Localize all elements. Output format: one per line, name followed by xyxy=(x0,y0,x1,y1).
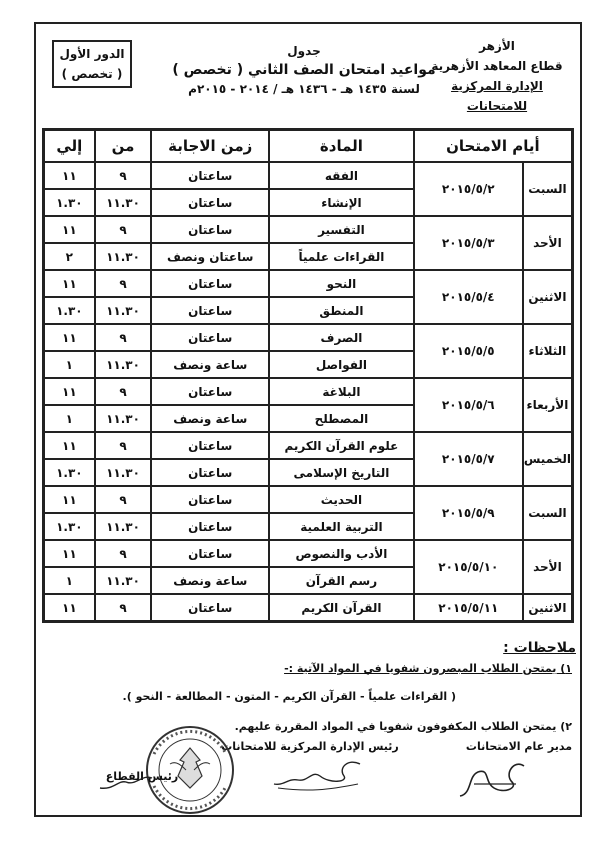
note-1: ١) يمتحن الطلاب المبصرون شفويا في المواد الآتية :- xyxy=(284,662,572,675)
exam-subject: القراءات علمياً xyxy=(269,243,414,270)
note-2: ٢) يمتحن الطلاب المكفوفون شفويا في المواد المقررة عليهم. xyxy=(234,720,572,733)
notes-title: ملاحظات : xyxy=(503,640,576,656)
document-frame xyxy=(34,22,582,817)
doc-title: جدول xyxy=(287,44,321,58)
exam-end-time: ١١ xyxy=(44,540,95,567)
exam-date: ٢٠١٥/٥/٢ xyxy=(414,162,523,216)
table-header-row xyxy=(44,130,572,162)
exam-day: الأحد xyxy=(523,540,572,594)
exam-start-time: ٩ xyxy=(95,594,152,621)
exam-date: ٢٠١٥/٥/١٠ xyxy=(414,540,523,594)
exam-end-time: ١ xyxy=(44,405,95,432)
exam-end-time: ١.٣٠ xyxy=(44,513,95,540)
gm-handwritten-signature xyxy=(454,754,534,804)
table-body xyxy=(44,162,572,621)
sector-head-title: رئيس القطاع xyxy=(105,770,179,783)
exam-duration: ساعتان xyxy=(151,216,269,243)
exam-subject: الفقه xyxy=(269,162,414,189)
exam-day: الاثنين xyxy=(523,594,572,621)
exam-duration: ساعتان xyxy=(151,270,269,297)
exam-subject: المصطلح xyxy=(269,405,414,432)
exam-day: الاثنين xyxy=(523,270,572,324)
exam-start-time: ١١.٣٠ xyxy=(95,459,152,486)
exam-subject: الصرف xyxy=(269,324,414,351)
exam-end-time: ١١ xyxy=(44,216,95,243)
doc-year: لسنة ١٤٣٥ هـ - ١٤٣٦ هـ / ٢٠١٤ - ٢٠١٥م xyxy=(188,82,420,96)
exam-end-time: ١١ xyxy=(44,162,95,189)
central-head-title: رئيس الإدارة المركزية للامتحانات xyxy=(221,740,399,753)
table-row xyxy=(44,216,572,243)
table-row xyxy=(44,324,572,351)
round-label: الدور الأول xyxy=(59,47,125,61)
exam-day: الخميس xyxy=(523,432,572,486)
exam-duration: ساعتان xyxy=(151,459,269,486)
exam-subject: النحو xyxy=(269,270,414,297)
signature-central-head xyxy=(210,740,410,753)
exam-date: ٢٠١٥/٥/٩ xyxy=(414,486,523,540)
department-name: الإدارة المركزية للامتحانات xyxy=(451,79,543,113)
exam-duration: ساعتان xyxy=(151,162,269,189)
exam-subject: الإنشاء xyxy=(269,189,414,216)
header-subject: المادة xyxy=(269,130,414,162)
exam-subject: الفواصل xyxy=(269,351,414,378)
exam-duration: ساعتان ونصف xyxy=(151,243,269,270)
exam-subject: الحديث xyxy=(269,486,414,513)
exam-subject: البلاغة xyxy=(269,378,414,405)
exam-start-time: ٩ xyxy=(95,540,152,567)
exam-date: ٢٠١٥/٥/٤ xyxy=(414,270,523,324)
exam-duration: ساعتان xyxy=(151,432,269,459)
table-row xyxy=(44,594,572,621)
exam-start-time: ١١.٣٠ xyxy=(95,243,152,270)
exam-start-time: ٩ xyxy=(95,324,152,351)
exam-duration: ساعتان xyxy=(151,486,269,513)
exam-day: السبت xyxy=(523,486,572,540)
exam-start-time: ٩ xyxy=(95,216,152,243)
exam-start-time: ١١.٣٠ xyxy=(95,405,152,432)
exam-duration: ساعتان xyxy=(151,189,269,216)
exam-date: ٢٠١٥/٥/٣ xyxy=(414,216,523,270)
signature-gm xyxy=(464,740,574,753)
header-duration: زمن الاجابة xyxy=(151,130,269,162)
header-to: إلي xyxy=(44,130,95,162)
exam-start-time: ٩ xyxy=(95,378,152,405)
exam-subject: علوم القرآن الكريم xyxy=(269,432,414,459)
exam-day: الأحد xyxy=(523,216,572,270)
exam-duration: ساعة ونصف xyxy=(151,567,269,594)
exam-subject: رسم القرآن xyxy=(269,567,414,594)
exam-end-time: ١١ xyxy=(44,486,95,513)
exam-end-time: ١ xyxy=(44,567,95,594)
exam-duration: ساعة ونصف xyxy=(151,405,269,432)
document-title-block xyxy=(154,42,454,99)
exam-date: ٢٠١٥/٥/٦ xyxy=(414,378,523,432)
exam-duration: ساعتان xyxy=(151,378,269,405)
exam-date: ٢٠١٥/٥/٥ xyxy=(414,324,523,378)
exam-day: الأربعاء xyxy=(523,378,572,432)
sector-name: قطاع المعاهد الأزهرية xyxy=(431,59,563,73)
header-days: أيام الامتحان xyxy=(414,130,572,162)
exam-start-time: ٩ xyxy=(95,432,152,459)
exam-date: ٢٠١٥/٥/٧ xyxy=(414,432,523,486)
exam-duration: ساعتان xyxy=(151,297,269,324)
table-row xyxy=(44,486,572,513)
exam-end-time: ١١ xyxy=(44,324,95,351)
exam-start-time: ١١.٣٠ xyxy=(95,297,152,324)
exam-end-time: ٢ xyxy=(44,243,95,270)
exam-duration: ساعة ونصف xyxy=(151,351,269,378)
exam-day: الثلاثاء xyxy=(523,324,572,378)
central-head-handwritten-signature xyxy=(268,754,368,794)
exam-duration: ساعتان xyxy=(151,324,269,351)
exam-day: السبت xyxy=(523,162,572,216)
table-row xyxy=(44,540,572,567)
exam-duration: ساعتان xyxy=(151,594,269,621)
round-type: ( تخصص ) xyxy=(61,67,123,81)
org-name: الأزهر xyxy=(479,39,515,53)
exam-start-time: ٩ xyxy=(95,486,152,513)
exam-start-time: ١١.٣٠ xyxy=(95,567,152,594)
exam-end-time: ١.٣٠ xyxy=(44,459,95,486)
exam-start-time: ١١.٣٠ xyxy=(95,189,152,216)
round-badge xyxy=(52,40,132,88)
exam-end-time: ١١ xyxy=(44,378,95,405)
exam-start-time: ١١.٣٠ xyxy=(95,351,152,378)
table-row xyxy=(44,432,572,459)
table-row xyxy=(44,378,572,405)
exam-subject: القرآن الكريم xyxy=(269,594,414,621)
exam-subject: التربية العلمية xyxy=(269,513,414,540)
exam-end-time: ١١ xyxy=(44,432,95,459)
note-1-detail: ( القراءات علمياً - القرآن الكريم - المتون - المطالعة - النحو ). xyxy=(122,690,456,703)
exam-end-time: ١.٣٠ xyxy=(44,189,95,216)
exam-start-time: ١١.٣٠ xyxy=(95,513,152,540)
exam-end-time: ١١ xyxy=(44,594,95,621)
gm-title: مدير عام الامتحانات xyxy=(465,740,573,753)
header-from: من xyxy=(95,130,152,162)
exam-start-time: ٩ xyxy=(95,270,152,297)
exam-duration: ساعتان xyxy=(151,513,269,540)
exam-duration: ساعتان xyxy=(151,540,269,567)
exam-end-time: ١١ xyxy=(44,270,95,297)
exam-end-time: ١.٣٠ xyxy=(44,297,95,324)
exam-end-time: ١ xyxy=(44,351,95,378)
exam-subject: المنطق xyxy=(269,297,414,324)
exam-schedule-table xyxy=(42,128,574,623)
sector-head-handwritten-signature xyxy=(96,772,156,794)
exam-subject: التاريخ الإسلامى xyxy=(269,459,414,486)
exam-subject: التفسير xyxy=(269,216,414,243)
exam-subject: الأدب والنصوص xyxy=(269,540,414,567)
table-row xyxy=(44,162,572,189)
table-row xyxy=(44,270,572,297)
doc-subtitle: مواعيد امتحان الصف الثاني ( تخصص ) xyxy=(172,62,436,78)
exam-date: ٢٠١٥/٥/١١ xyxy=(414,594,523,621)
exam-start-time: ٩ xyxy=(95,162,152,189)
